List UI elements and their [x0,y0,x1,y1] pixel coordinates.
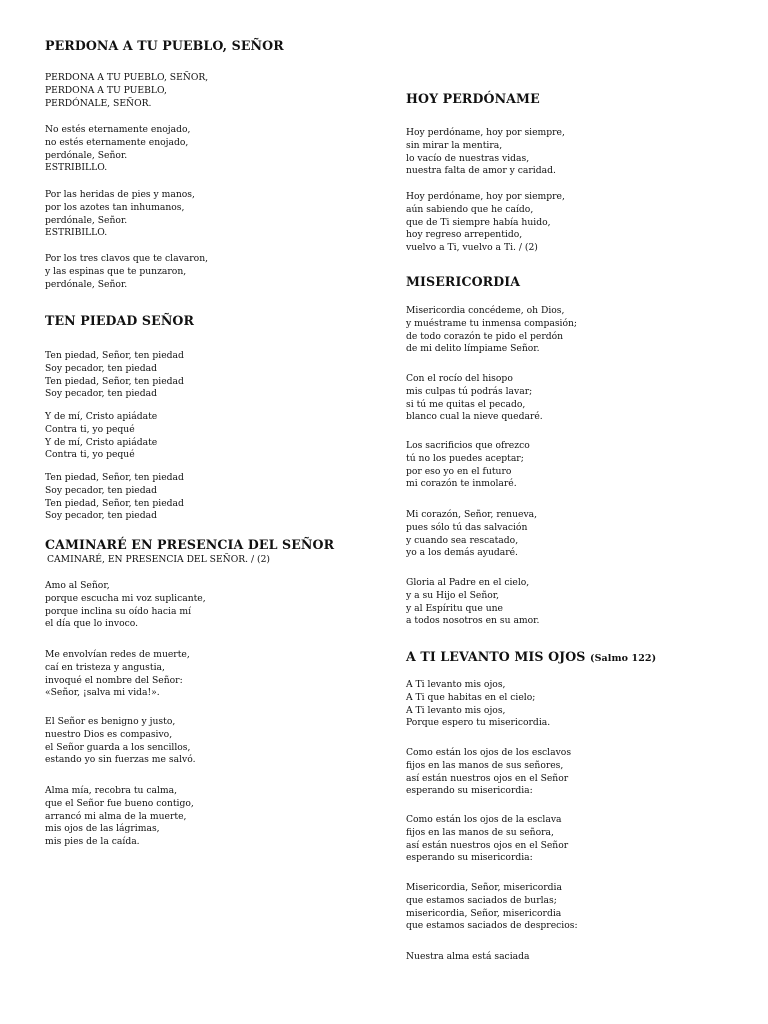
lyric-line: mis culpas tú podrás lavar; [406,385,533,397]
lyric-line: blanco cual la nieve quedaré. [406,411,543,423]
title-text: A TI LEVANTO MIS OJOS [406,649,586,664]
lyric-line: Hoy perdóname, hoy por siempre, [406,127,565,138]
lyric-line: fijos en las manos de su señora, [406,826,554,838]
lyric-line: Mi corazón, Señor, renueva, [406,509,538,520]
lyric-line: de mi delito límpiame Señor. [406,343,540,355]
lyric-line: Por los tres clavos que te clavaron, [45,253,209,264]
lyric-line: Y de mí, Cristo apiádate [45,411,158,422]
song-title-perdona: PERDONA A TU PUEBLO, SEÑOR [45,38,284,53]
lyric-line: esperando su misericordia: [406,785,533,797]
lyric-line: Ten piedad, Señor, ten piedad [45,350,184,361]
lyric-line: Porque espero tu misericordia. [406,717,551,729]
lyric-line: Amo al Señor, [45,580,110,591]
stanza [45,472,184,523]
stanza [45,189,195,240]
stanza [406,882,578,933]
lyric-line: de todo corazón te pido el perdón [406,330,564,342]
lyric-line: invoqué el nombre del Señor: [45,674,183,686]
lyric-line: A Ti que habitas en el cielo; [406,691,536,703]
lyric-line: Por las heridas de pies y manos, [45,189,195,200]
song-title-caminare: CAMINARÉ EN PRESENCIA DEL SEÑOR [45,537,335,552]
lyric-line: no estés eternamente enojado, [45,136,189,148]
lyric-line: El Señor es benigno y justo, [45,716,176,727]
lyric-line: No estés eternamente enojado, [45,124,191,135]
stanza [45,716,196,767]
lyric-line: nuestra falta de amor y caridad. [406,165,556,177]
lyric-line: Soy pecador, ten piedad [45,484,157,496]
lyric-line: esperando su misericordia: [406,852,533,864]
lyric-line: perdónale, Señor. [45,149,128,161]
lyric-line: A Ti levanto mis ojos, [406,704,506,716]
stanza [406,577,539,628]
lyric-line: el día que lo invoco. [45,618,139,630]
stanza [45,649,190,700]
lyric-line: tú no los puedes aceptar; [406,452,524,464]
lyric-line: mis ojos de las lágrimas, [45,823,160,835]
song-title-levanto [406,649,656,664]
lyric-line: Misericordia, Señor, misericordia [406,882,562,893]
lyric-line: vuelvo a Ti, vuelvo a Ti. / (2) [406,242,538,254]
lyric-line: Los sacrificios que ofrezco [406,440,530,451]
stanza [406,440,530,491]
lyric-line: por eso yo en el futuro [406,465,512,477]
lyric-line: Ten piedad, Señor, ten piedad [45,472,184,483]
lyric-line: sin mirar la mentira, [406,139,503,151]
lyric-line: misericordia, Señor, misericordia [406,907,562,919]
lyric-line: caí en tristeza y angustia, [45,661,165,673]
stanza [45,124,190,175]
lyric-line: Y de mí, Cristo apiádate [45,436,158,448]
lyric-line: mi corazón te inmolaré. [406,478,517,490]
lyric-line: ESTRIBILLO. [45,227,108,239]
stanza [406,127,565,178]
stanza [406,305,577,356]
lyric-line: así están nuestros ojos en el Señor [406,839,569,851]
lyric-line: y muéstrame tu inmensa compasión; [406,317,578,329]
lyric-line: Contra ti, yo pequé [45,449,135,461]
lyric-line: que el Señor fue bueno contigo, [45,797,194,809]
lyric-line: Soy pecador, ten piedad [45,510,157,522]
lyric-line: Soy pecador, ten piedad [45,388,157,400]
lyric-line: Con el rocío del hisopo [406,373,513,384]
song-refrain: CAMINARÉ, EN PRESENCIA DEL SEÑOR. / (2) [47,554,271,565]
lyric-line: A Ti levanto mis ojos, [406,679,506,690]
lyric-line: perdónale, Señor. [45,214,128,226]
lyric-line: PERDÓNALE, SEÑOR. [45,97,152,109]
lyric-line: pues sólo tú das salvación [406,521,528,533]
lyric-line: Me envolvían redes de muerte, [45,649,190,660]
lyric-line: Nuestra alma está saciada [406,951,530,962]
stanza [45,350,184,401]
lyric-line: nuestro Dios es compasivo, [45,728,173,740]
lyric-line: estando yo sin fuerzas me salvó. [45,754,196,766]
lyric-line: Como están los ojos de los esclavos [406,747,572,758]
stanza [45,785,194,849]
lyric-line: lo vacío de nuestras vidas, [406,152,530,164]
lyric-line: arrancó mi alma de la muerte, [45,810,187,822]
lyric-line: que estamos saciados de burlas; [406,894,557,906]
lyric-line: «Señor, ¡salva mi vida!». [45,687,160,699]
lyric-line: mis pies de la caída. [45,836,140,848]
lyric-line: que de Ti siempre había huido, [406,216,551,228]
lyric-line: que estamos saciados de desprecios: [406,920,578,932]
lyric-line: Ten piedad, Señor, ten piedad [45,375,184,387]
lyric-line: Misericordia concédeme, oh Dios, [406,305,565,316]
stanza [406,951,529,964]
lyric-line: porque escucha mi voz suplicante, [45,592,206,604]
song-title-hoy-perdoname: HOY PERDÓNAME [406,91,540,106]
lyric-line: y al Espíritu que une [406,602,503,614]
lyric-line: fijos en las manos de sus señores, [406,759,564,771]
stanza [406,191,565,255]
lyric-line: Soy pecador, ten piedad [45,362,157,374]
lyric-line: a todos nosotros en su amor. [406,615,540,627]
lyric-line: Alma mía, recobra tu calma, [45,785,178,796]
stanza [406,814,568,865]
stanza [45,411,157,462]
stanza [406,747,571,798]
stanza [406,679,550,730]
title-note: (Salmo 122) [589,653,657,664]
stanza [406,509,537,560]
lyric-line: si tú me quitas el pecado, [406,398,526,410]
song-title-misericordia: MISERICORDIA [406,274,521,289]
lyric-line: y cuando sea rescatado, [406,534,519,546]
lyric-line: ESTRIBILLO. [45,162,108,174]
lyric-line: por los azotes tan inhumanos, [45,201,185,213]
lyric-line: Hoy perdóname, hoy por siempre, [406,191,565,202]
lyric-line: y a su Hijo el Señor, [406,589,500,601]
lyric-line: y las espinas que te punzaron, [45,265,187,277]
stanza [45,253,208,291]
lyric-line: el Señor guarda a los sencillos, [45,741,191,753]
lyric-line: así están nuestros ojos en el Señor [406,772,569,784]
stanza [406,373,543,424]
lyric-line: PERDONA A TU PUEBLO, SEÑOR, [45,72,209,83]
stanza [45,580,206,631]
song-title-ten-piedad: TEN PIEDAD SEÑOR [45,313,195,328]
lyric-line: PERDONA A TU PUEBLO, [45,84,167,96]
stanza [45,72,208,110]
lyric-line: Como están los ojos de la esclava [406,814,562,825]
lyric-line: hoy regreso arrepentido, [406,229,523,241]
lyric-line: perdónale, Señor. [45,278,128,290]
lyric-line: Contra ti, yo pequé [45,423,135,435]
lyric-line: porque inclina su oído hacia mí [45,605,192,617]
lyric-line: aún sabiendo que he caído, [406,203,534,215]
lyric-line: Gloria al Padre en el cielo, [406,577,530,588]
lyric-line: yo a los demás ayudaré. [406,547,518,559]
lyric-line: Ten piedad, Señor, ten piedad [45,497,184,509]
